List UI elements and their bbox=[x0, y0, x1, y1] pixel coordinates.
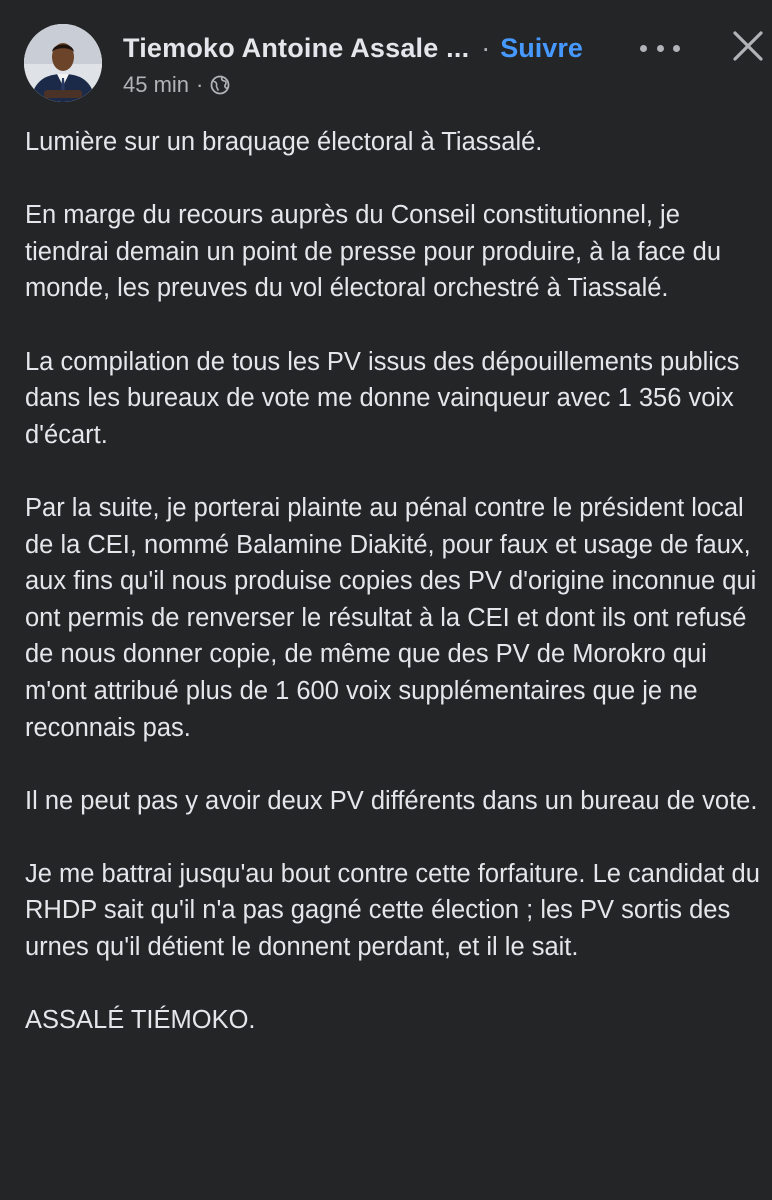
author-name[interactable]: Tiemoko Antoine Assale ... bbox=[123, 32, 470, 63]
author-line bbox=[123, 28, 583, 68]
post-paragraph: La compilation de tous les PV issus des dépouillements publics dans les bureaux de vote me donne vainqueur avec 1 356 voix d'écart. bbox=[25, 347, 740, 449]
post-timestamp[interactable]: 45 min bbox=[123, 72, 190, 97]
post-paragraph: Lumière sur un braquage électoral à Tiassalé. bbox=[25, 128, 543, 156]
post-paragraph: Je me battrai jusqu'au bout contre cette forfaiture. Le candidat du RHDP sait qu'il n'a pas gagné cette élection ; les PV sortis des urnes qu'il détient le donnent perdant, et il le sait. bbox=[25, 859, 760, 962]
post-paragraph: Il ne peut pas y avoir deux PV différents dans un bureau de vote. bbox=[25, 786, 758, 815]
post-paragraph: En marge du recours auprès du Conseil constitutionnel, je tiendrai demain un point de presse pour produire, à la face du monde, les preuves du vol électoral orchestré à Tiassalé. bbox=[25, 201, 722, 303]
separator-dot: · bbox=[481, 32, 491, 63]
follow-button[interactable]: Suivre bbox=[500, 32, 583, 63]
avatar[interactable] bbox=[24, 24, 102, 102]
post-meta bbox=[123, 70, 230, 100]
post-header bbox=[0, 0, 772, 110]
post-signature: ASSALÉ TIÉMOKO. bbox=[25, 1006, 256, 1035]
more-horizontal-icon[interactable] bbox=[640, 36, 680, 60]
close-icon[interactable] bbox=[730, 28, 766, 64]
globe-icon bbox=[210, 75, 230, 95]
post-text bbox=[25, 124, 769, 1039]
post-paragraph: Par la suite, je porterai plainte au pénal contre le président local de la CEI, nommé Balamine Diakité, pour faux et usage de faux, aux fins qu'il nous produise copies des PV d'origine inconnue qui ont permis de renverser le résultat à la CEI et dont ils ont refusé de nous donner copie, de même que des PV de Morokro qui m'ont attribué plus de 1 600 voix supplémentaires que je ne reconnais pas. bbox=[25, 493, 757, 742]
meta-separator-dot: · bbox=[196, 72, 204, 97]
